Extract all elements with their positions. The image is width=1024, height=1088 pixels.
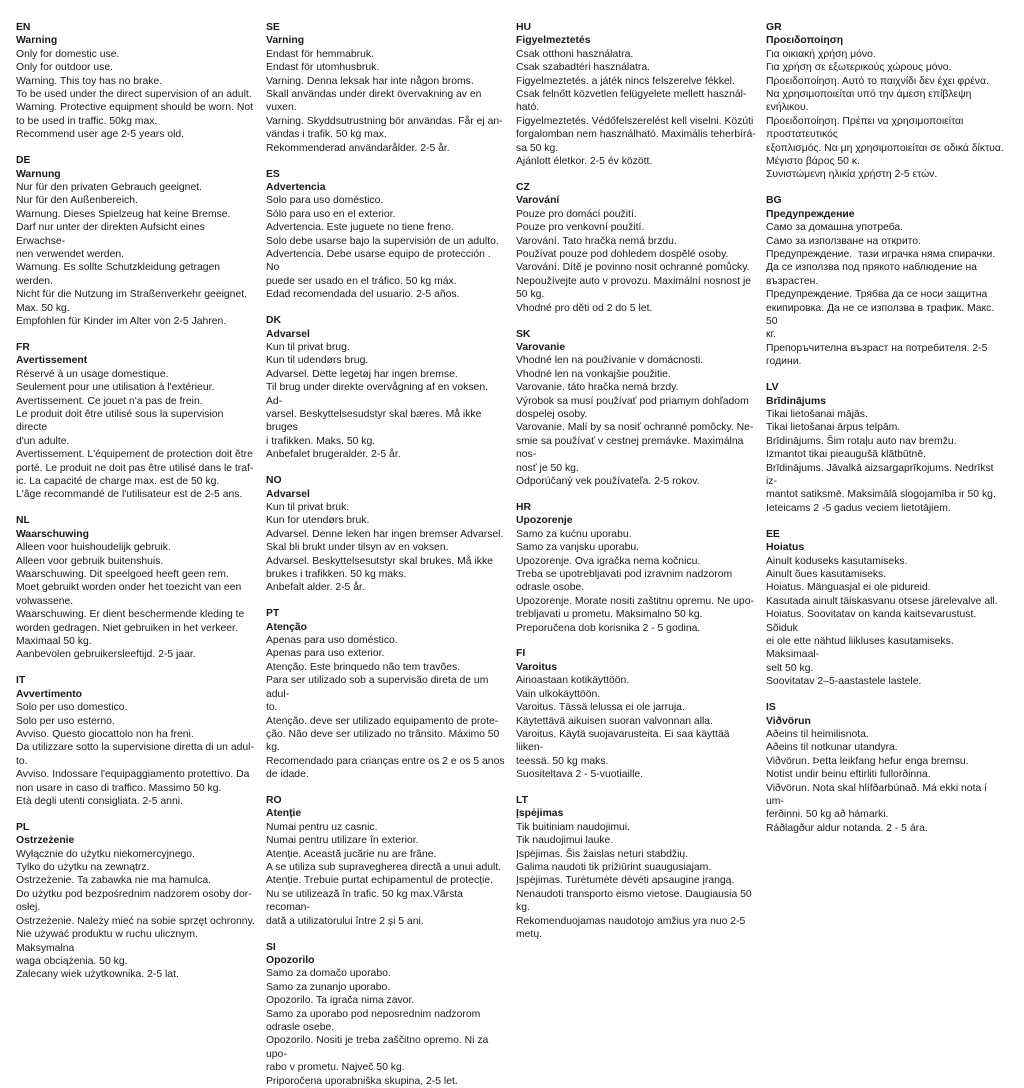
warning-line: forgalomban nem használható. Maximális teherbírá-: [516, 129, 756, 141]
warning-line: екипировка. Да не се използва в трафик. Макс. 50: [766, 302, 998, 328]
warning-line: Ráðlagður aldur notanda. 2 - 5 ára.: [766, 822, 928, 834]
warning-line: години.: [766, 356, 802, 368]
warning-line: non usare in caso di traffico. Massimo 50 kg.: [16, 782, 222, 794]
warning-line: Upozorenje. Ova igračka nema kočnicu.: [516, 555, 701, 567]
warning-text: [16, 701, 256, 808]
warning-line: Réservé à un usage domestique.: [16, 368, 169, 380]
warning-text: [516, 674, 756, 781]
language-section: [16, 514, 256, 661]
warning-line: A se utiliza sub supravegherea directă a unui adult.: [266, 862, 502, 874]
warning-line: Προειδοποίηση. Πρέπει να χρησιμοποιείται: [766, 115, 964, 127]
warning-line: Μέγιστο βάρος 50 κ.: [766, 156, 860, 168]
warning-line: Rekomenduojamas naudotojo amžius yra nuo 2-5: [516, 915, 746, 927]
language-code: FI: [516, 648, 526, 660]
warning-line: Zalecany wiek użytkownika. 2-5 lat.: [16, 969, 179, 981]
warning-line: Предупреждение. тази играчка няма спирачки.: [766, 249, 996, 260]
warning-line: Da utilizzare sotto la supervisione diretta di un adul-: [16, 742, 254, 754]
warning-line: Warning. This toy has no brake.: [16, 75, 163, 87]
warning-line: Do użytku pod bezpośrednim nadzorem osoby dor-: [16, 888, 252, 900]
warning-line: Προειδοποίηση. Αυτό το παιχνίδι δεν έχει φρένα.: [766, 75, 989, 87]
language-section: [16, 21, 256, 142]
language-code: LV: [766, 382, 779, 394]
warning-title: Advarsel: [266, 488, 310, 500]
warning-line: Vhodné len na používanie v domácnosti.: [516, 355, 704, 367]
language-code: SI: [266, 941, 276, 953]
warning-line: Alleen voor huishoudelijk gebruik.: [16, 542, 171, 554]
warning-line: smie sa používať v cestnej premávke. Maximálna nos-: [516, 435, 747, 461]
language-column: [266, 21, 516, 1087]
warning-line: ei ole ette nähtud liikluses kasutamiseks. Maksimaal-: [766, 635, 957, 661]
warning-title: Avertissement: [16, 355, 88, 367]
warning-line: dospelej osoby.: [516, 408, 588, 420]
warning-line: Να χρησιμοποιείται υπό την άμεση επίβλεψη: [766, 89, 972, 101]
warning-line: teessä. 50 kg maks.: [516, 755, 609, 767]
warning-line: metų.: [516, 929, 542, 941]
language-section: [16, 341, 256, 502]
warning-line: Ainoastaan kotikäyttöön.: [516, 675, 630, 687]
warning-line: Varovanie. táto hračka nemá brzdy.: [516, 382, 679, 394]
warning-line: Nenaudoti transporto eismo vietose. Daugiausia 50: [516, 888, 752, 900]
warning-title: Brīdinājums: [766, 395, 827, 407]
language-code: PT: [266, 608, 280, 620]
warning-line: to be used in traffic. 50kg max.: [16, 115, 158, 127]
warning-title: Предупреждение: [766, 208, 855, 220]
warning-text: [266, 341, 506, 462]
warning-line: sa 50 kg.: [516, 142, 559, 154]
warning-line: Apenas para uso doméstico.: [266, 635, 398, 647]
warning-line: Ieteicams 2 -5 gadus veciem lietotājiem.: [766, 502, 951, 514]
language-section: [516, 501, 756, 635]
warning-line: Ainult koduseks kasutamiseks.: [766, 555, 908, 567]
warning-line: Tik naudojimui lauke.: [516, 835, 614, 847]
warning-line: Hoiatus. Soovitatav on kanda kaitsevarustust. Sõiduk: [766, 609, 980, 634]
language-code: HR: [516, 501, 532, 513]
warning-line: Soovitatav 2–5-aastastele lastele.: [766, 676, 922, 688]
warning-line: Avertissement. L'équipement de protection doit être: [16, 449, 253, 461]
warning-title: Avvertimento: [16, 688, 83, 700]
warning-line: Samo za kućnu uporabu.: [516, 528, 632, 540]
warning-text: [266, 501, 506, 595]
warning-title: Upozorenje: [516, 515, 573, 527]
warning-line: Warning. Protective equipment should be worn. Not: [16, 102, 253, 114]
warning-line: Pouze pro domácí použití.: [516, 208, 637, 220]
warning-line: Varning. Denna leksak har inte någon broms.: [266, 75, 474, 87]
warning-title: Viðvörun: [766, 715, 811, 727]
warning-line: Sólo para uso en el exterior.: [266, 208, 396, 220]
warning-line: Kun til privat bruk.: [266, 501, 350, 513]
warning-line: Ainult õues kasutamiseks.: [766, 568, 887, 580]
warning-line: Kun til udendørs brug.: [266, 355, 369, 367]
warning-line: εξοπλισμός. Να μη χρησιμοποιείται σε οδικά δίκτυα.: [766, 142, 1004, 154]
warning-line: osłej.: [16, 902, 41, 914]
warning-line: Skal bli brukt under tilsyn av en voksen.: [266, 542, 449, 554]
warning-line: Advertencia. Debe usarse equipo de protección . No: [266, 249, 494, 274]
language-code: ES: [266, 168, 280, 180]
warning-line: Solo debe usarse bajo la supervisión de un adulto.: [266, 235, 499, 247]
language-code: RO: [266, 795, 282, 807]
warning-line: Solo per uso esterno.: [16, 715, 115, 727]
warning-line: Nur für den privaten Gebrauch geeignet.: [16, 181, 202, 193]
warning-line: Upozorenje. Morate nositi zaštitnu opremu. Ne upo-: [516, 595, 754, 607]
language-column: [516, 21, 766, 1024]
warning-line: Opozorilo. Ta igrača nima zavor.: [266, 995, 415, 1007]
warning-line: Hoiatus. Mänguasjal ei ole pidureid.: [766, 582, 931, 594]
warning-line: vändas i trafik. 50 kg max.: [266, 129, 387, 141]
warning-line: Varning. Skyddsutrustning bör användas. Får ej an-: [266, 115, 503, 127]
warning-line: Only for domestic use.: [16, 48, 120, 60]
warning-line: Figyelmeztetés. a játék nincs felszerelve fékkel.: [516, 75, 735, 87]
warning-line: кг.: [766, 329, 776, 341]
warning-line: odrasle osobe.: [516, 582, 585, 594]
warning-line: Figyelmeztetés. Védőfelszerelést kell viselni. Közúti: [516, 115, 754, 127]
warning-line: Výrobok sa musí používať pod priamym dohľadom: [516, 395, 749, 407]
warning-line: Nepoužívejte auto v provozu. Maximální nosnost je: [516, 275, 752, 287]
warning-line: Numai pentru utilizare în exterior.: [266, 835, 419, 847]
warning-line: Til brug under direkte overvågning af en voksen. Ad-: [266, 382, 491, 407]
language-code: GR: [766, 22, 782, 33]
warning-line: Notist undir beinu eftirliti fullorðinna.: [766, 769, 931, 781]
warning-line: Ostrzeżenie. Ta zabawka nie ma hamulca.: [16, 875, 212, 887]
warning-line: i trafikken. Maks. 50 kg.: [266, 435, 376, 447]
warning-line: Warnung. Es sollte Schutzkleidung getragen werden.: [16, 262, 223, 287]
warning-title: Warning: [16, 35, 58, 47]
warning-line: Atenție. Trebuie purtat echipamentul de protecție.: [266, 875, 494, 887]
warning-line: Tikai lietošanai mājās.: [766, 408, 868, 420]
warning-line: Да се използва под прякото наблюдение на: [766, 262, 977, 274]
warning-line: Maximaal 50 kg.: [16, 635, 92, 647]
warning-line: Kun for utendørs bruk.: [266, 515, 370, 527]
warning-line: Anbefalet brugeralder. 2-5 år.: [266, 449, 401, 461]
language-code: LT: [516, 795, 528, 807]
warning-line: Varování. Dítě je povinno nosit ochranné pomůcky.: [516, 262, 750, 274]
warning-title: Figyelmeztetés: [516, 35, 591, 47]
warning-line: Aanbevolen gebruikersleeftijd. 2-5 jaar.: [16, 649, 196, 661]
warning-line: ção. Não deve ser utilizado no trânsito. Máximo 50: [266, 728, 500, 740]
warning-line: Предупреждение. Трябва да се носи защитна: [766, 289, 988, 301]
warning-line: brukes i trafikken. 50 kg maks.: [266, 568, 407, 580]
warning-line: Numai pentru uz casnic.: [266, 821, 378, 833]
warning-line: Alleen voor gebruik buitenshuis.: [16, 555, 164, 567]
warning-line: Atenție. Această jucărie nu are frâne.: [266, 848, 437, 860]
warning-text: [516, 208, 756, 315]
warning-text: [16, 368, 256, 502]
warning-line: Solo para uso doméstico.: [266, 195, 384, 207]
language-section: [516, 794, 756, 941]
warning-line: Kun til privat brug.: [266, 341, 350, 353]
language-section: [766, 701, 1006, 835]
warning-line: Advarsel. Denne leken har ingen bremser Advarsel.: [266, 528, 504, 540]
warning-text: [516, 821, 756, 942]
warning-line: de idade.: [266, 769, 309, 781]
warning-title: Προειδοποίηση: [766, 35, 844, 47]
warning-line: Darf nur unter der direkten Aufsicht eines Erwachse-: [16, 222, 208, 247]
warning-line: Endast för utomhusbruk.: [266, 62, 380, 74]
language-section: [266, 168, 506, 302]
warning-line: ható.: [516, 102, 540, 114]
language-section: [266, 314, 506, 461]
warning-title: Varování: [516, 195, 560, 207]
warning-title: Atenção: [266, 621, 307, 633]
warning-text: [516, 354, 756, 488]
warning-line: Įspėjimas. Šis žaislas neturi stabdžių.: [516, 848, 689, 860]
warning-line: Anbefalt alder. 2-5 år.: [266, 582, 365, 594]
warning-title: Waarschuwing: [16, 528, 89, 540]
warning-line: Waarschuwing. Er dient beschermende kleding te: [16, 609, 245, 621]
warning-title: Advertencia: [266, 181, 326, 193]
warning-line: Pouze pro venkovní použití.: [516, 222, 645, 234]
warning-line: Waarschuwing. Dit speelgoed heeft geen rem.: [16, 568, 229, 580]
warning-line: Izmantot tikai pieaugušā klātbūtnē.: [766, 449, 926, 461]
language-section: [16, 154, 256, 328]
warning-line: nosť je 50 kg.: [516, 462, 579, 474]
warning-text: [266, 821, 506, 928]
warning-line: dată a utilizatorului între 2 și 5 ani.: [266, 915, 424, 927]
warning-line: Nur für den Außenbereich.: [16, 195, 138, 207]
warning-line: Nie używać produktu w ruchu ulicznym. Maksymalna: [16, 929, 201, 954]
language-code: SK: [516, 328, 531, 340]
warning-line: Samo za zunanjo uporabo.: [266, 981, 391, 993]
language-code: HU: [516, 22, 532, 33]
warning-line: kg.: [266, 742, 280, 754]
language-section: [266, 474, 506, 595]
warning-line: varsel. Beskyttelsesudstyr skal bæres. Må ikke bruges: [266, 408, 485, 434]
warning-line: Csak felnőtt közvetlen felügyelete mellett használ-: [516, 89, 747, 101]
warning-text: [766, 728, 1006, 835]
warning-line: Rekommenderad användarålder. 2-5 år.: [266, 142, 450, 154]
warning-line: L'âge recommandé de l'utilisateur est de 2-5 ans.: [16, 489, 243, 501]
language-section: [766, 381, 1006, 515]
warning-line: Moet gebruikt worden onder het toezicht van een: [16, 582, 242, 594]
language-section: [516, 328, 756, 489]
warning-line: Samo za uporabo pod neposrednim nadzorom: [266, 1008, 481, 1020]
warning-line: trebljavati u prometu. Maksimalno 50 kg.: [516, 609, 703, 621]
warning-line: Συνιστώμενη ηλικία χρήστη 2-5 ετών.: [766, 169, 938, 181]
warning-line: selt 50 kg.: [766, 662, 814, 674]
warning-line: Ajánlott életkor. 2-5 év között.: [516, 156, 653, 168]
warning-line: Viðvörun. Nota skal hlífðarbúnað. Má ekki nota í um-: [766, 782, 990, 807]
warning-line: Suositeltava 2 - 5-vuotiaille.: [516, 769, 644, 781]
warning-line: Įspėjimas. Turėtumėte dėvėti apsaugine įrangą.: [516, 875, 735, 887]
warning-line: Samo za domačo uporabo.: [266, 968, 391, 980]
warning-line: Only for outdoor use.: [16, 62, 114, 74]
language-code: NL: [16, 515, 30, 527]
warning-line: Varovanie. Malí by sa nosiť ochranné pomôcky. Ne-: [516, 422, 754, 434]
warning-line: Brīdinājums. Šim rotaļu auto nav bremžu.: [766, 435, 957, 447]
warning-line: Treba se upotrebljavati pod izravnim nadzorom: [516, 568, 733, 580]
warning-title: Ostrzeżenie: [16, 835, 75, 847]
warning-line: Varování. Tato hračka nemá brzdu.: [516, 235, 677, 247]
language-section: [516, 181, 756, 315]
warning-line: Endast för hemmabruk.: [266, 48, 374, 60]
warning-text: [16, 181, 256, 328]
warning-text: [266, 194, 506, 301]
warning-line: Používat pouze pod dohledem dospělé osoby.: [516, 249, 729, 260]
language-section: [266, 607, 506, 781]
warning-line: Tik buitiniam naudojimui.: [516, 821, 630, 833]
warning-line: mantot satiksmē. Maksimālā slogojamība ir 50 kg.: [766, 489, 996, 501]
warning-line: Varoitus. Käytä suojavarusteita. Ei saa käyttää liiken-: [516, 728, 733, 754]
warning-line: Kasutada ainult täiskasvanu otsese järelevalve all.: [766, 595, 998, 607]
warning-line: Само за домашна употреба.: [766, 222, 904, 234]
warning-title: Varovanie: [516, 341, 566, 353]
warning-line: προστατευτικός: [766, 129, 838, 141]
warning-line: worden gedragen. Niet gebruiken in het verkeer.: [16, 622, 238, 634]
language-section: [266, 794, 506, 928]
language-section: [16, 674, 256, 808]
warning-text: [16, 48, 256, 142]
warning-text: [266, 48, 506, 155]
warning-line: Atenção. Este brinquedo não tem travões.: [266, 661, 461, 673]
warning-line: Opozorilo. Nositi je treba zaščitno opremo. Ni za upo-: [266, 1035, 492, 1060]
warning-text: [16, 541, 256, 662]
warning-line: waga obciążenia. 50 kg.: [16, 955, 128, 967]
warning-line: Само за използване на открито.: [766, 235, 921, 247]
warning-line: Brīdinājums. Jāvalkā aizsargaprīkojums. Nedrīkst iz-: [766, 462, 997, 487]
warning-line: ic. La capacité de charge max. est de 50 kg.: [16, 476, 220, 487]
warning-text: [266, 634, 506, 781]
warning-line: Odporúčaný vek používateľa. 2-5 rokov.: [516, 476, 700, 487]
warning-line: Vain ulkokäyttöön.: [516, 688, 601, 700]
warning-line: Ostrzeżenie. Należy mieć na sobie sprzęt ochronny.: [16, 915, 255, 927]
warning-line: Aðeins til heimilisnota.: [766, 728, 869, 740]
warning-line: Advarsel. Dette legetøj har ingen bremse.: [266, 368, 458, 380]
warning-line: Για οικιακή χρήση μόνο.: [766, 48, 876, 60]
warning-line: Para ser utilizado sob a supervisão direta de um adul-: [266, 675, 492, 700]
warning-line: Käytettävä aikuisen suoran valvonnan alla.: [516, 715, 713, 727]
warning-line: ενήλικου.: [766, 102, 809, 114]
warning-line: Preporučena dob korisnika 2 - 5 godina.: [516, 622, 701, 634]
warning-line: ferðinni. 50 kg að hámarki.: [766, 809, 889, 821]
warning-line: Препоръчителна възраст на потребителя. 2-5: [766, 342, 988, 354]
language-code: EE: [766, 528, 780, 540]
warning-line: Priporočena uporabniška skupina, 2-5 let.: [266, 1075, 458, 1087]
warning-line: to.: [266, 702, 278, 714]
warning-line: Avertissement. Ce jouet n'a pas de frein.: [16, 395, 203, 407]
warning-line: volwassene.: [16, 595, 74, 607]
warning-text: [16, 848, 256, 982]
warning-line: Avviso. Questo giocattolo non ha freni.: [16, 728, 194, 740]
warning-title: Įspėjimas: [516, 808, 564, 820]
warning-title: Opozorilo: [266, 955, 315, 966]
warning-line: Edad recomendada del usuario. 2-5 años.: [266, 289, 460, 301]
warning-title: Advarsel: [266, 328, 310, 340]
warning-text: [766, 48, 1006, 182]
language-code: PL: [16, 821, 30, 833]
warning-line: Recommend user age 2-5 years old.: [16, 129, 185, 141]
warning-line: Tylko do użytku na zewnątrz.: [16, 862, 150, 874]
warning-line: Varoitus. Tässä lelussa ei ole jarruja.: [516, 702, 685, 714]
warning-line: Csak szabadtéri használatra.: [516, 62, 650, 74]
warning-line: Vhodné pro děti od 2 do 5 let.: [516, 302, 653, 314]
warning-line: rabo v prometu. Največ 50 kg.: [266, 1062, 405, 1074]
language-section: [516, 647, 756, 781]
language-section: [766, 21, 1006, 182]
warning-text: [766, 408, 1006, 515]
warning-line: To be used under the direct supervision of an adult.: [16, 89, 252, 101]
warning-title: Warnung: [16, 168, 61, 180]
warning-line: Για χρήση σε εξωτερικούς χώρους μόνο.: [766, 62, 952, 74]
language-code: BG: [766, 195, 782, 207]
language-code: SE: [266, 22, 280, 33]
warning-line: Max. 50 kg.: [16, 302, 70, 314]
warning-line: to.: [16, 755, 28, 767]
language-code: NO: [266, 475, 282, 487]
warning-text: [766, 555, 1006, 689]
warning-line: odrasle osebe.: [266, 1022, 335, 1034]
warning-line: Empfohlen für Kinder im Alter von 2-5 Jahren.: [16, 316, 227, 328]
warning-line: Vhodné len na vonkajšie použitie.: [516, 368, 671, 380]
language-section: [266, 941, 506, 1088]
warning-line: d'un adulte.: [16, 435, 70, 447]
warning-line: възрастен.: [766, 275, 819, 287]
language-code: CZ: [516, 181, 530, 193]
warning-text: [516, 528, 756, 635]
warning-line: Le produit doit être utilisé sous la supervision directe: [16, 408, 227, 434]
warning-text: [766, 221, 1006, 368]
language-code: DK: [266, 315, 282, 327]
warning-line: Advertencia. Este juguete no tiene freno.: [266, 222, 454, 234]
warning-line: puede ser usado en el tráfico. 50 kg máx.: [266, 275, 457, 287]
language-column: [16, 21, 266, 1024]
warning-line: Csak otthoni használatra.: [516, 48, 634, 60]
warning-line: Nu se utilizează în trafic. 50 kg max.Vârsta recoman-: [266, 888, 466, 914]
warning-title: Atenție: [266, 808, 302, 820]
language-code: IS: [766, 702, 776, 714]
warning-line: porté. Le produit ne doit pas être utilisé dans le traf-: [16, 462, 254, 474]
language-section: [266, 21, 506, 155]
warning-line: Tikai lietošanai ārpus telpām.: [766, 422, 901, 434]
warning-title: Hoiatus: [766, 542, 805, 554]
warning-title: Varning: [266, 35, 305, 47]
warning-line: Nicht für die Nutzung im Straßenverkehr geeignet.: [16, 289, 248, 301]
warning-line: Aðeins til notkunar utandyra.: [766, 742, 898, 754]
warning-line: Seulement pour une utilisation à l'extérieur.: [16, 382, 215, 394]
warning-text: [516, 48, 756, 169]
warning-line: Advarsel. Beskyttelsesutstyr skal brukes. Må ikke: [266, 555, 493, 567]
language-section: [516, 21, 756, 168]
warning-line: nen verwendet werden.: [16, 249, 125, 260]
language-code: DE: [16, 155, 31, 167]
language-section: [766, 194, 1006, 368]
warning-line: Samo za vanjsku uporabu.: [516, 542, 640, 554]
warning-line: Età degli utenti consigliata. 2-5 anni.: [16, 795, 183, 807]
warning-line: Skall användas under direkt övervakning av en vuxen.: [266, 89, 485, 114]
language-code: FR: [16, 341, 30, 353]
warning-text: [266, 967, 506, 1088]
language-code: EN: [16, 22, 31, 33]
warning-title: Varoitus: [516, 661, 557, 673]
warning-line: Recomendado para crianças entre os 2 e os 5 anos: [266, 755, 505, 767]
warning-line: Avviso. Indossare l'equipaggiamento protettivo. Da: [16, 769, 250, 781]
language-column: [766, 21, 1016, 1024]
warning-line: Warnung. Dieses Spielzeug hat keine Bremse.: [16, 208, 231, 220]
warning-line: Galima naudoti tik prižiūrint suaugusiajam.: [516, 862, 712, 874]
warning-line: Solo per uso domestico.: [16, 702, 128, 714]
warning-line: Atenção. deve ser utilizado equipamento de prote-: [266, 715, 499, 727]
warning-line: Apenas para uso exterior.: [266, 648, 385, 660]
warning-line: Wyłącznie do użytku niekomercyjnego.: [16, 848, 195, 860]
language-section: [766, 528, 1006, 689]
warning-line: 50 kg.: [516, 289, 545, 301]
language-section: [16, 821, 256, 982]
language-code: IT: [16, 675, 26, 687]
warning-line: Viðvörun. Þetta leikfang hefur enga bremsu.: [766, 755, 969, 767]
warning-line: kg.: [516, 902, 530, 914]
